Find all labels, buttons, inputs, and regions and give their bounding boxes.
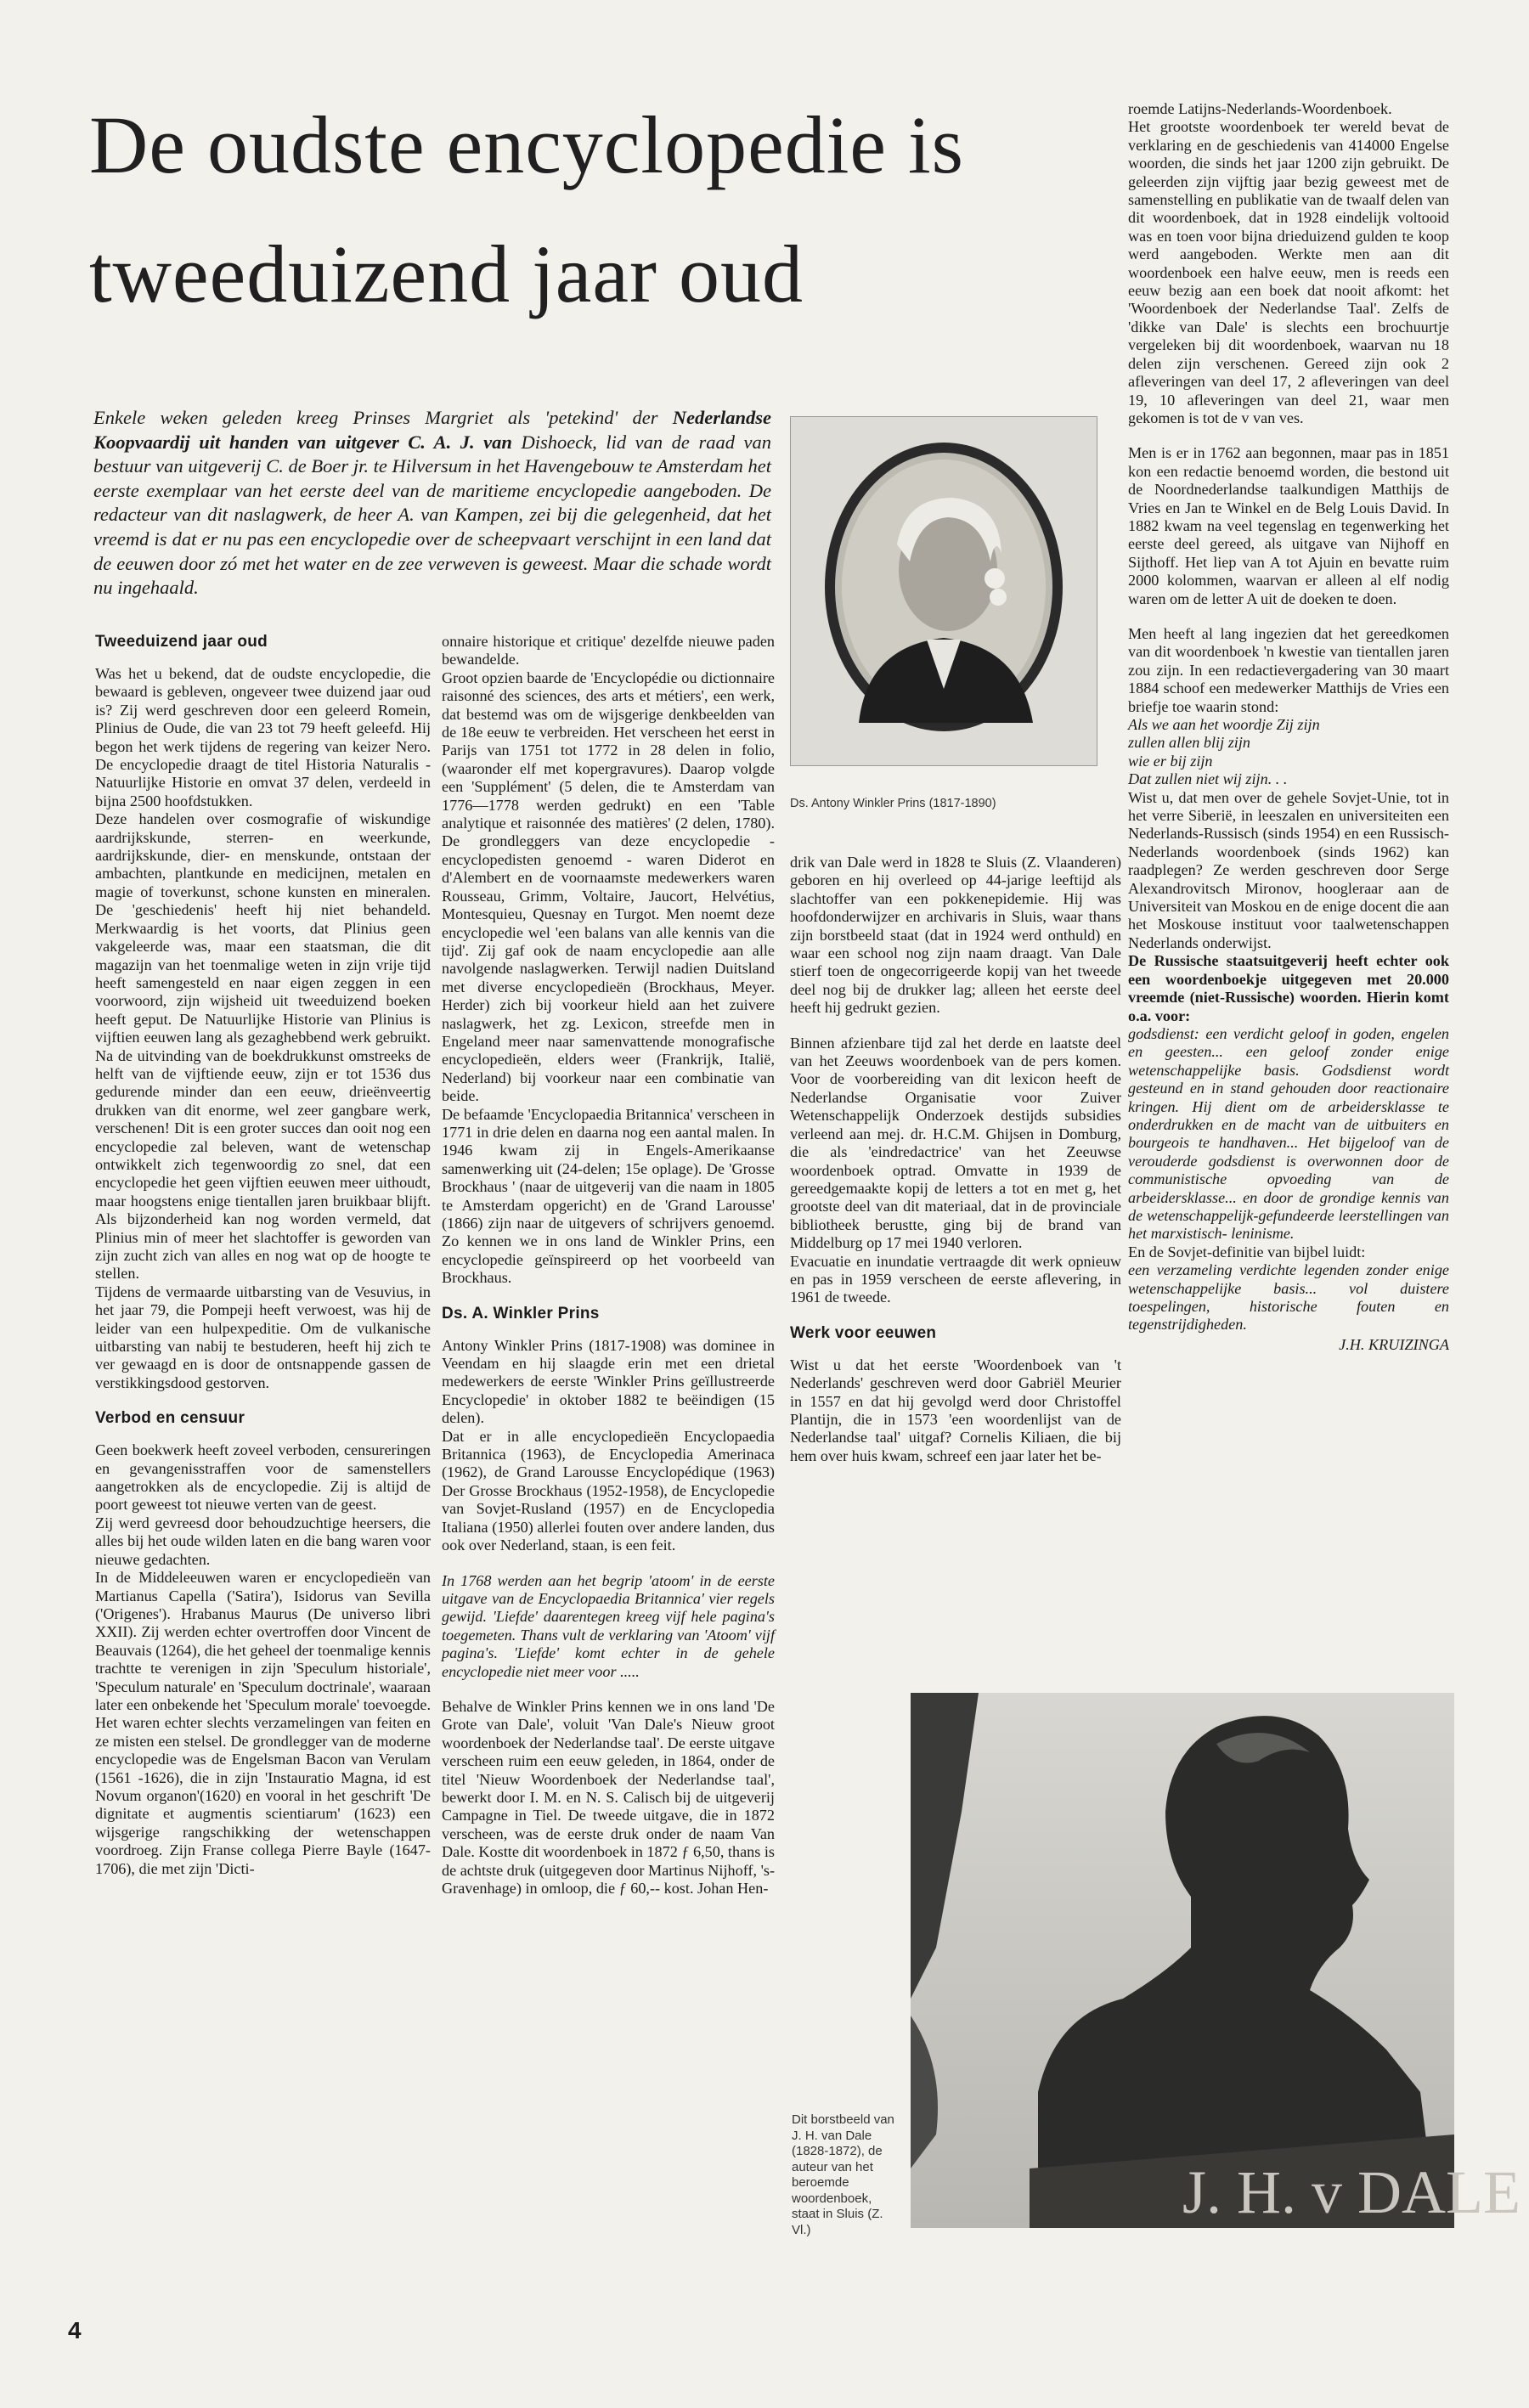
article-title: [89, 81, 1066, 339]
poem-line: Als we aan het woordje Zij zijn: [1128, 716, 1320, 733]
bust-illustration: [911, 1693, 1521, 2228]
title-line-1: De oudste encyclopedie is: [89, 99, 964, 190]
paragraph: drik van Dale werd in 1828 te Sluis (Z. Vlaanderen) geboren en hij overleed op 44-jarige leeftijd als slachtoffer van een pokkenepidemie. Hij was hoofdonderwijzer en archivaris in Sluis, waar thans zijn borstbeeld staat (dat in 1924 werd onthuld) en waar een school nog zijn naam draagt. Van Dale stierf toen de ongecorrigeerde kopij van het tweede deel nog bij de drukker lag; alleen het eerste deel heeft hij gedrukt gezien.: [790, 854, 1121, 1017]
heading-winkler-prins: Ds. A. Winkler Prins: [442, 1304, 600, 1322]
column-1: [95, 633, 431, 1878]
lead-text-2: Dishoeck, lid van de raad van bestuur van uitgeverij C. de Boer jr. te Hilversum in het Havengebouw te Amsterdam het eerste exemplaar van het eerste deel van de maritieme encyclopedie aangeboden. De redacteur van dit naslagwerk, de heer A. van Kampen, zei bij die gelegenheid, dat het vreemd is dat er nu pas een encyclopedie over de scheepvaart verschijnt in een land dat de eeuwen door zó met het water en de zee verweven is geweest. Maar die schade wordt nu ingehaald.: [93, 431, 771, 599]
paragraph: Behalve de Winkler Prins kennen we in ons land 'De Grote van Dale', voluit 'Van Dale's Nieuw groot woordenboek der Nederlandse taal'. De eerste uitgave verscheen ruim een eeuw geleden, in 1864, onder de titel 'Nieuw Woordenboek der Nederlandse taal', bewerkt door I. M. en N. S. Calisch bij de uitgeverij Campagne in Tiel. De tweede uitgave, die in 1872 verscheen, was de eerste druk onder de naam Van Dale. Kostte dit woordenboek in 1872 ƒ 6,50, thans is de achtste druk (uitgegeven door Martinus Nijhoff, 's-Gravenhage) in omloop, die ƒ 60,-- kost. Johan Hen-: [442, 1697, 775, 1897]
paragraph: Deze handelen over cosmografie of wiskundige aardrijkskunde, sterren- en weerkunde, aardrijkskunde, dier- en menskunde, ontstaan der ambachten, plantkunde en medicijnen, metalen en magie of toverkunst, schone kunsten en mineralen. De 'geschiedenis' heeft hij niet behandeld. Merkwaardig is het voorts, dat Plinius geen vakgeleerde was, maar een staatsman, die dit magazijn van het toenmalige weten in zijn vrije tijd heeft samengesteld en naar eigen zeggen in een voorwoord, zijn wijsheid uit tweeduizend boeken heeft geput. De Natuurlijke Historie van Plinius is vijftien eeuwen lang als gezaghebbend werk gebruikt. Na de uitvinding van de boekdrukkunst omstreeks de helft van de vijftiende eeuw, zijn er tot 1536 dus gedurende minder dan een eeuw, drieënveertig drukken van dit enorme, wel zeer gangbare werk, verschenen! Dit is een groter succes dan ooit nog een encyclopedie zal beleven, want de wetenschap ontwikkelt zich tegenwoordig zo snel, dat een encyclopedie het geen vijftien eeuwen meer uithoudt, maar hoogstens enige tientallen jaren bruikbaar blijft. Als bijzonderheid kan nog worden vermeld, dat Plinius min of meer het slachtoffer is geworden van zijn zucht zich van alles en nog wat op de hoogte te stellen.: [95, 810, 431, 1283]
poem-line: zullen allen blij zijn: [1128, 734, 1250, 752]
paragraph: Groot opzien baarde de 'Encyclopédie ou dictionnaire raisonné des sciences, des arts et métiers', een werk, dat bestemd was om de wijsgerige denkbeelden van de 18e eeuw te verbreiden. Het verscheen het eerst in Parijs van 1751 tot 1772 in 28 delen in folio, (waaronder elf met kopergravures). Daarop volgde een 'Supplément' (5 delen, die te Amsterdam van 1776—1778 werden gedrukt) en een 'Table analytique et raisonnée des matières' (2 delen, 1780). De grondleggers van deze encyclopedie - encyclopedisten genoemd - waren Diderot en d'Alembert en de voornaamste medewerkers waren Rousseau, Grimm, Voltaire, Jaucort, Helvétius, Montesquieu, Quesnay en Turgot. Men noemt deze encyclopedie wel 'een balans van alle kennis van die tijd'. Zij gaf ook de naam encyclopedie aan alle navolgende naslagwerken. Terwijl nadien Duitsland met diverse encyclopedieën (Brockhaus, Meyer. Herder) zich bij voorkeur hield aan het zuivere naslagwerk, het zg. Lexicon, streefde men in Engeland meer naar samenvattende monografische encyclopedieën, elders weer (Frankrijk, Italië, Nederland) bij voorkeur naar een combinatie van beide.: [442, 668, 775, 1105]
bust-caption: Dit borstbeeld van J. H. van Dale (1828-1872), de auteur van het beroemde woordenboek, staat in Sluis (Z. Vl.): [792, 2112, 894, 2237]
heading-verbod: Verbod en censuur: [95, 1409, 245, 1428]
page-number: 4: [68, 2317, 82, 2343]
inset-quote: In 1768 werden aan het begrip 'atoom' in de eerste uitgave van de Encyclopaedia Britannica' vier regels gewijd. 'Liefde' daarentegen kreeg vijf hele pagina's toegemeten. Thans vult de verklaring van 'Atoom' vijf pagina's. 'Liefde' komt echter in de gehele encyclopedie niet meer voor .....: [442, 1571, 775, 1680]
poem-line: Dat zullen niet wij zijn. . .: [1128, 770, 1288, 788]
paragraph: Wist u, dat men over de gehele Sovjet-Unie, tot in het verre Siberië, in leeszalen en universiteiten een Nederlands-Russisch (sinds 1954) en een Russisch-Nederlands woordenboek (sinds 1962) kan raadplegen? Ze werden geschreven door Serge Alexandrovitsch Mironov, hoogleraar aan de Universiteit van Moskou en de enige docent die aan het Moskouse instituut voor taalwetenschappen Nederlands onderwijst.: [1128, 788, 1449, 951]
paragraph: roemde Latijns-Nederlands-Woordenboek.: [1128, 100, 1392, 117]
paragraph: Geen boekwerk heeft zoveel verboden, censureringen en gevangenisstraffen voor de samenstellers aangetrokken als de encyclopedie. Zij is altijd de poort geweest tot nieuwe verten van de geest.: [95, 1441, 431, 1514]
italic-definition: godsdienst: een verdicht geloof in goden, engelen en geesten... een geloof zonder enige wetenschappelijke basis. Godsdienst wordt gesteund en in stand gehouden door reactionaire kringen. Hij dient om de arbeidersklasse te onderdrukken en de macht van de uitbuiters en bourgeois te handhaven... Het bijgeloof van de verouderde godsdienst is overwonnen door de communistische opvoeding van de arbeidersklasse... en door de grondige kennis van de wetenschappelijk-gefundeerde leerstellingen van het marxistisch- leninisme.: [1128, 1024, 1449, 1243]
column-2: [442, 633, 775, 1898]
column-4: [1128, 100, 1449, 1354]
portrait-illustration: [791, 417, 1097, 765]
paragraph: onnaire historique et critique' dezelfde nieuwe paden bewandelde.: [442, 633, 775, 668]
poem-line: wie er bij zijn: [1128, 752, 1213, 770]
plinth-lettering: J. H. v DALE: [1182, 2158, 1521, 2226]
italic-definition-bijbel: een verzameling verdichte legenden zonder enige wetenschappelijke basis... vol duistere toespelingen, historische fouten en tegenstrijdigheden.: [1128, 1261, 1449, 1334]
lead-text-bold: Nederlandse Koopvaardij uit handen van uitgever C. A. J. van: [93, 407, 771, 453]
author-signature: J.H. KRUIZINGA: [1339, 1335, 1449, 1353]
paragraph: Het grootste woordenboek ter wereld bevat de verklaring en de geschiedenis van 414000 Engelse woorden, die sinds het jaar 1200 zijn gebruikt. De geleerden zijn vijftig jaar bezig geweest met de samenstelling en publikatie van de twaalf delen van dit woordenboek, dat in 1928 eindelijk voltooid was en toen voor bijna drieduizend gulden te koop werd aangeboden. Werkte men aan dit woordenboek een halve eeuw, men is reeds een eeuw bezig aan een boek dat nooit afkomt: het 'Woordenboek der Nederlandse Taal'. Zelfs de 'dikke van Dale' is slechts een brochuurtje vergeleken bij dit woordenboek, waarvan nu 18 delen zijn verschenen. Gereed zijn ook 2 afleveringen van deel 17, 2 afleveringen van deel 19, 10 afleveringen van deel 21, waar men gekomen is tot de v van ves.: [1128, 118, 1449, 426]
paragraph: Tijdens de vermaarde uitbarsting van de Vesuvius, in het jaar 79, die Pompeji heeft verwoest, was hij de leider van een hulpexpeditie. Om de vulkanische uitbarsting van nabij te bestuderen, heeft hij zich te ver gewaagd en is door de ontsnappende gassen de verstikkingsdood gestorven.: [95, 1283, 431, 1391]
paragraph: In de Middeleeuwen waren er encyclopedieën van Martianus Capella ('Satira'), Isidorus van Sevilla ('Origenes'). Hrabanus Maurus (De universo libri XXII). Zij werden echter overtroffen door Vincent de Beauvais (1264), die het geheel der toenmalige kennis trachtte te verenigen in zijn 'Speculum historiale', 'Speculum naturale' en 'Speculum doctrinale', waaraan later een onbekende het 'Speculum morale' toevoegde. Het waren echter slechts verzamelingen van feiten en ze misten een stelsel. De grondlegger van de moderne encyclopedie was de Engelsman Bacon van Verulam (1561 -1626), die in zijn 'Instauratio Magna, id est Novum organon'(1620) en vooral in het geschrift 'De dignitate et augmentis scientiarum' (1623) een wijsgerige rangschikking der wetenschappen voordroeg. Zijn Franse collega Pierre Bayle (1647-1706), die met zijn 'Dicti-: [95, 1569, 431, 1877]
lead-paragraph: [93, 406, 771, 601]
paragraph: Wist u dat het eerste 'Woordenboek van 't Nederlands' geschreven werd door Gabriël Meurier in 1557 en dat hij gevolgd werd door Christoffel Plantijn, die in 1573 'een woordenlijst van de Nederlandse taal' uitgaf? Cornelis Kiliaen, die bij hem over huis kwam, schreef een jaar later het be-: [790, 1356, 1121, 1464]
bust-photo: [911, 1693, 1521, 2228]
paragraph: Binnen afzienbare tijd zal het derde en laatste deel van het Zeeuws woordenboek van de pers komen. Voor de voorbereiding van dit lexicon heeft de Nederlandse Organisatie voor Zuiver Wetenschappelijk Onderzoek destijds subsidies verleend aan mej. dr. H.C.M. Ghijsen in Domburg, die als 'eindredactrice' van het Zeeuwse woordenboek optrad. Omvatte in 1939 de gereedgemaakte kopij de letters a tot en met g, het grootste deel van dit materiaal, dat in de provinciale bibliotheek berustte, ging bij de brand van Middelburg op 17 mei 1940 verloren.: [790, 1034, 1121, 1252]
paragraph: Was het u bekend, dat de oudste encyclopedie, die bewaard is gebleven, ongeveer twee duizend jaar oud is? Zij werd geschreven door een geleerd Romein, Plinius de Oude, die van 23 tot 79 heeft geleefd. Hij begon het werk tijdens de regering van keizer Nero. De encyclopedie draagt de titel Historia Naturalis - Natuurlijke Historie en omvat 37 delen, verdeeld in bijna 2500 hoofdstukken.: [95, 665, 431, 809]
paragraph: Zij werd gevreesd door behoudzuchtige heersers, die alles bij het oude wilden laten en die bang waren voor nieuwe gedachten.: [95, 1514, 431, 1568]
paragraph: Evacuatie en inundatie vertraagde dit werk opnieuw en pas in 1959 verscheen de eerste aflevering, in 1961 de tweede.: [790, 1252, 1121, 1306]
portrait-photo: [790, 416, 1097, 766]
title-line-2: tweeduizend jaar oud: [89, 228, 804, 319]
portrait-caption: Ds. Antony Winkler Prins (1817-1890): [790, 797, 996, 810]
lead-text-1: Enkele weken geleden kreeg Prinses Margriet als 'petekind' der: [93, 407, 673, 428]
paragraph: De befaamde 'Encyclopaedia Britannica' verscheen in 1771 in drie delen en daarna nog een aantal malen. In 1946 kwam zij in Engels-Amerikaanse samenwerking uit (24-delen; 15e oplage). De 'Grosse Brockhaus ' (naar de uitgeverij van die naam in 1805 te Amsterdam opgericht) en de 'Grand Larousse' (1866) zijn naar de uitgevers of schrijvers genoemd. Zo kennen we in ons land de Winkler Prins, een encyclopedie geïnspireerd op het voorbeeld van Brockhaus.: [442, 1105, 775, 1287]
poem: [1128, 716, 1449, 789]
paragraph: Antony Winkler Prins (1817-1908) was dominee in Veendam en hij slaagde erin met een drietal medewerkers de eerste 'Winkler Prins geïllustreerde Encyclopedie' in oktober 1882 te beëindigen (15 delen).: [442, 1336, 775, 1427]
paragraph: En de Sovjet-definitie van bijbel luidt:: [1128, 1243, 1366, 1260]
paragraph: Dat er in alle encyclopedieën Encyclopaedia Britannica (1963), de Encyclopedia Amerinaca (1962), de Grand Larousse Encyclopédique (1963) Der Grosse Brockhaus (1952-1958), de Encyclopedie van Sovjet-Rusland (1957) en de Encyclopedia Italiana (1950) allerlei fouten over andere landen, dus ook over Nederland, staan, is een feit.: [442, 1427, 775, 1554]
paragraph: Men heeft al lang ingezien dat het gereedkomen van dit woordenboek 'n kwestie van tientallen jaren zou zijn. In een redactievergadering van 30 maart 1884 schoof een medewerker Matthijs de Vries een briefje toe waarin stond:: [1128, 624, 1449, 715]
heading-tweeduizend: Tweeduizend jaar oud: [95, 633, 268, 651]
column-3: [790, 854, 1121, 1465]
paragraph: Men is er in 1762 aan begonnen, maar pas in 1851 kon een redactie benoemd worden, die bestond uit de Noordnederlandse taalkundigen Matthijs de Vries en Jan te Winkel en de Belg Louis David. In 1882 kwam na veel tegenslag en tegenwerking het eerste deel gereed, als uitgave van Nijhoff en Sijthoff. Het liep van A tot Ajuin en bevatte ruim 2000 kolommen, waarvan er alleen al elf nodig waren om de letter A uit de doeken te doen.: [1128, 444, 1449, 607]
heading-werk-voor-eeuwen: Werk voor eeuwen: [790, 1323, 937, 1342]
bold-paragraph: De Russische staatsuitgeverij heeft echter ook een woordenboekje uitgegeven met 20.000 vreemde (niet-Russische) woorden. Hierin komt o.a. voor:: [1128, 952, 1449, 1024]
